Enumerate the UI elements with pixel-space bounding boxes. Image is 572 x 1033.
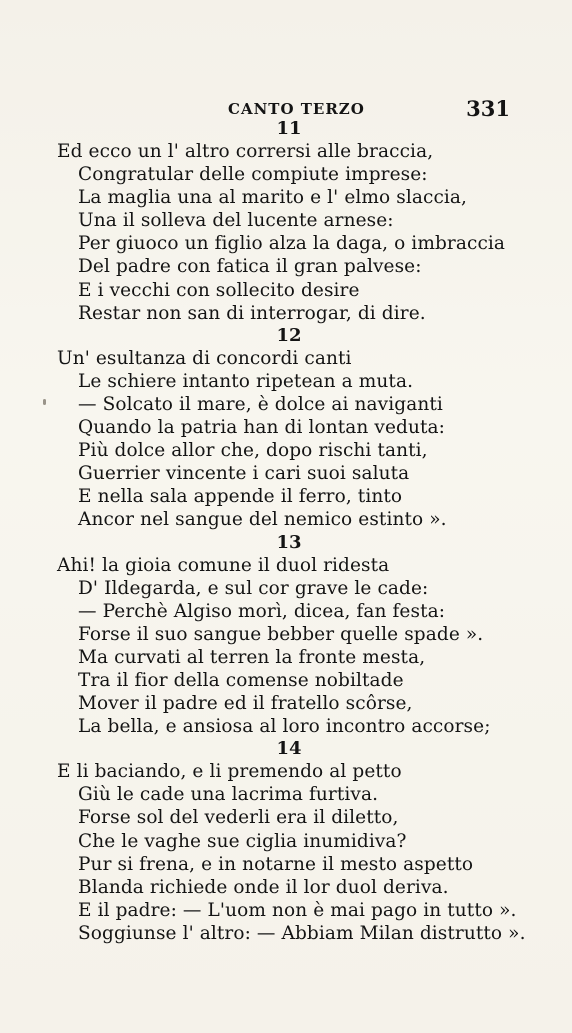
verse-line: Congratular delle compiute imprese:	[78, 164, 428, 186]
verse-line: Ancor nel sangue del nemico estinto ».	[78, 509, 447, 531]
verse-line: Mover il padre ed il fratello scôrse,	[78, 693, 413, 715]
verse-line: Per giuoco un figlio alza la daga, o imbraccia	[78, 233, 506, 255]
stanza-12	[0, 325, 572, 532]
verse-line: Restar non san di interrogar, di dire.	[78, 302, 426, 324]
verse-line: — Perchè Algiso morì, dicea, fan festa:	[78, 600, 446, 622]
verse-line: E li baciando, e li premendo al petto	[57, 761, 402, 783]
stanza-11	[0, 118, 572, 325]
verse-line: E nella sala appende il ferro, tinto	[78, 486, 403, 508]
verse-line: Forse sol del vederli era il diletto,	[78, 807, 399, 829]
verse-line: Ed ecco un l' altro corrersi alle braccia,	[57, 141, 434, 162]
poem-body	[0, 118, 572, 945]
verse-line: Una il solleva del lucente arnese:	[78, 210, 394, 232]
verse-line: Un' esultanza di concordi canti	[57, 347, 352, 369]
verse-line: Che le vaghe sue ciglia inumidiva?	[78, 830, 407, 852]
verse-line: Guerrier vincente i cari suoi saluta	[78, 463, 410, 485]
verse-line: Forse il suo sangue bebber quelle spade ».	[78, 623, 484, 645]
stanza-number: 12	[276, 324, 302, 346]
verse-line: D' Ildegarda, e sul cor grave le cade:	[78, 577, 429, 599]
verse-line: E i vecchi con sollecito desire	[78, 279, 360, 301]
verse-line: Soggiunse l' altro: — Abbiam Milan distrutto ».	[78, 922, 526, 944]
verse-line: — Solcato il mare, è dolce ai naviganti	[78, 393, 443, 415]
stanza-number: 13	[276, 531, 302, 553]
verse-line: Pur si frena, e in notarne il mesto aspetto	[78, 853, 474, 875]
stanza-number: 14	[276, 738, 302, 760]
verse-line: Giù le cade una lacrima furtiva.	[78, 784, 379, 806]
page-number: 331	[466, 96, 510, 121]
verse-line: Ahi! la gioia comune il duol ridesta	[57, 554, 390, 576]
verse-line: Del padre con fatica il gran palvese:	[78, 256, 422, 278]
verse-line: La maglia una al marito e l' elmo slaccia,	[78, 187, 468, 209]
stanza-14	[0, 738, 572, 945]
page-header	[0, 96, 572, 120]
verse-line: La bella, e ansiosa al loro incontro accorse;	[78, 716, 491, 738]
running-head: CANTO TERZO	[228, 100, 365, 118]
verse-line: Tra il fior della comense nobiltade	[78, 669, 404, 691]
verse-line: Quando la patria han di lontan veduta:	[78, 417, 445, 439]
verse-line: Le schiere intanto ripetean a muta.	[78, 370, 414, 392]
stanza-13	[0, 532, 572, 739]
verse-line: E il padre: — L'uom non è mai pago in tutto ».	[78, 899, 517, 921]
verse-line: Ma curvati al terren la fronte mesta,	[78, 646, 426, 668]
verse-line: Più dolce allor che, dopo rischi tanti,	[78, 440, 428, 462]
paper-speck	[43, 399, 46, 405]
verse-line: Blanda richiede onde il lor duol deriva.	[78, 876, 449, 898]
stanza-number: 11	[276, 118, 302, 139]
